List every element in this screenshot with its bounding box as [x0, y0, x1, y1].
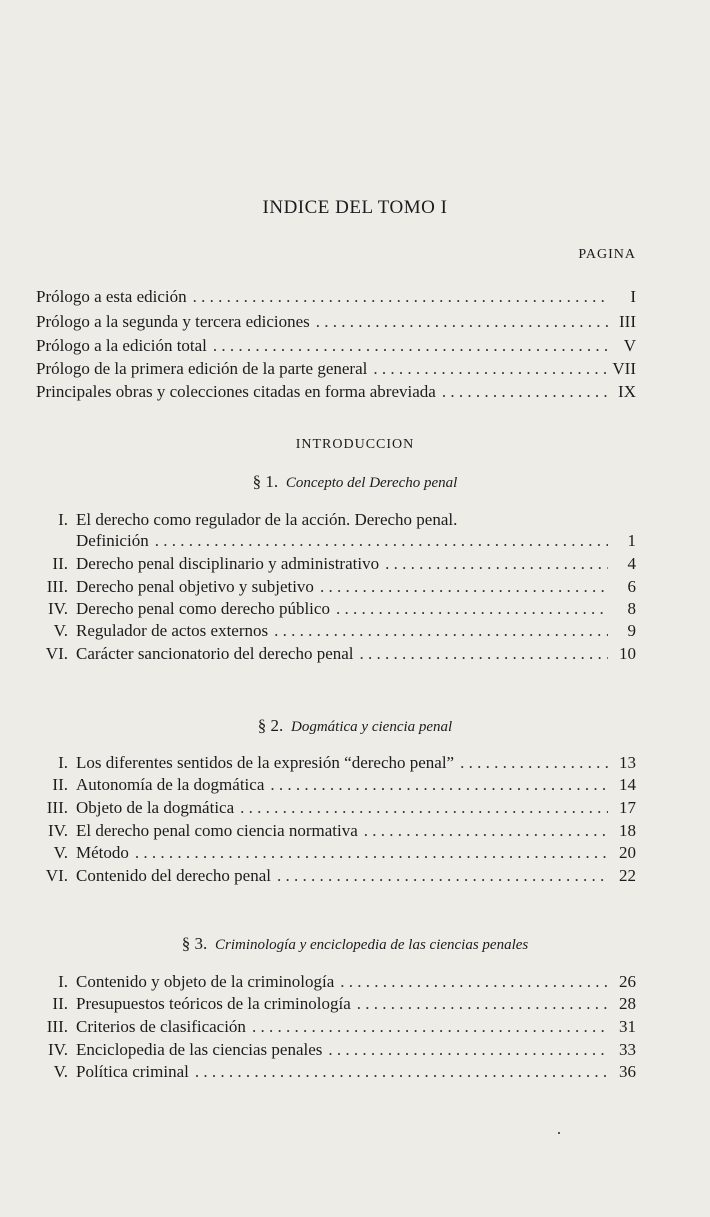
toc-entry-page: 33: [619, 1040, 636, 1059]
toc-entry: [30, 866, 636, 888]
toc-entry-label: Contenido del derecho penal: [76, 866, 271, 885]
section-symbol: § 3.: [181, 934, 208, 953]
toc-entry-number: V.: [53, 621, 68, 640]
toc-entry: [30, 554, 636, 576]
toc-entry-number: V.: [53, 1062, 68, 1081]
toc-entry-number: IV.: [48, 1040, 68, 1059]
dot-leader: [195, 1062, 608, 1082]
toc-entry: [30, 531, 636, 553]
toc-entry-label: Derecho penal como derecho público: [76, 599, 330, 618]
toc-entry-label: Derecho penal objetivo y subjetivo: [76, 577, 314, 596]
toc-entry-page: 26: [619, 972, 636, 991]
dot-leader: [360, 644, 608, 664]
toc-entry: [36, 382, 636, 404]
toc-entry: [30, 1040, 636, 1062]
dot-leader: [316, 312, 608, 332]
dot-leader: [274, 621, 608, 641]
toc-entry-number: II.: [52, 775, 68, 794]
intro-heading: INTRODUCCION: [295, 437, 415, 452]
toc-entry-label: Prólogo a esta edición: [36, 287, 187, 306]
toc-entry-page: I: [630, 287, 636, 306]
toc-entry: [30, 798, 636, 820]
toc-entry-page: 1: [627, 531, 636, 550]
toc-entry: [30, 644, 636, 666]
dot-leader: [357, 994, 608, 1014]
toc-entry-label: Definición: [76, 531, 149, 550]
dot-leader: [135, 843, 608, 863]
toc-entry-number: VI.: [45, 644, 68, 663]
toc-entry-label: Autonomía de la dogmática: [76, 775, 265, 794]
dot-leader: [193, 287, 608, 307]
toc-entry-page: 28: [619, 994, 636, 1013]
toc-entry: [30, 577, 636, 599]
toc-entry-number: II.: [52, 994, 68, 1013]
ink-speck: [558, 1132, 560, 1134]
toc-entry-number: I.: [58, 510, 68, 529]
toc-entry: [36, 312, 636, 334]
toc-entry-page: 20: [619, 843, 636, 862]
toc-entry-label: El derecho como regulador de la acción. Derecho penal.: [76, 510, 458, 529]
toc-entry-label: Regulador de actos externos: [76, 621, 269, 640]
toc-entry-number: I.: [58, 972, 68, 991]
toc-entry-label: Criterios de clasificación: [76, 1017, 246, 1036]
dot-leader: [373, 359, 606, 379]
toc-entry: [30, 821, 636, 843]
dot-leader: [340, 972, 608, 992]
toc-entry-page: 10: [619, 644, 636, 663]
toc-entry-page: VII: [612, 359, 636, 378]
toc-entry-page: 4: [627, 554, 636, 573]
toc-entry: [30, 599, 636, 621]
dot-leader: [252, 1017, 608, 1037]
dot-leader: [240, 798, 608, 818]
dot-leader: [385, 554, 608, 574]
toc-entry-label: Objeto de la dogmática: [76, 798, 235, 817]
toc-entry-page: 17: [619, 798, 636, 817]
toc-entry-number: III.: [46, 577, 68, 596]
dot-leader: [442, 382, 608, 402]
dot-leader: [155, 531, 608, 551]
toc-entry: [30, 1062, 636, 1084]
section-symbol: § 2.: [257, 716, 284, 735]
toc-entry: [30, 753, 636, 775]
dot-leader: [328, 1040, 608, 1060]
toc-entry: [30, 775, 636, 797]
toc-entry-page: 6: [627, 577, 636, 596]
toc-entry-number: III.: [46, 798, 68, 817]
toc-entry-label: Presupuestos teóricos de la criminología: [76, 994, 351, 1013]
toc-entry-number: I.: [58, 753, 68, 772]
dot-leader: [320, 577, 608, 597]
toc-entry: [30, 994, 636, 1016]
toc-entry-label: Contenido y objeto de la criminología: [76, 972, 335, 991]
section-heading: [0, 934, 710, 954]
toc-entry-number: VI.: [45, 866, 68, 885]
toc-entry: [30, 843, 636, 865]
toc-entry: [36, 336, 636, 358]
toc-entry-label: Prólogo a la segunda y tercera ediciones: [36, 312, 310, 331]
section-heading: [0, 716, 710, 736]
toc-entry-number: III.: [46, 1017, 68, 1036]
section-title: Concepto del Derecho penal: [285, 475, 458, 491]
toc-entry-label: El derecho penal como ciencia normativa: [76, 821, 358, 840]
toc-entry-page: 14: [619, 775, 636, 794]
toc-entry-label: Derecho penal disciplinario y administrativo: [76, 554, 380, 573]
dot-leader: [336, 599, 608, 619]
toc-entry-label: Política criminal: [76, 1062, 189, 1081]
toc-entry: [36, 287, 636, 309]
toc-entry-label: Enciclopedia de las ciencias penales: [76, 1040, 323, 1059]
toc-entry-number: V.: [53, 843, 68, 862]
dot-leader: [213, 336, 608, 356]
toc-entry-number: IV.: [48, 821, 68, 840]
toc-entry-label: Los diferentes sentidos de la expresión “derecho penal”: [76, 753, 455, 772]
toc-entry: [36, 359, 636, 381]
toc-entry-page: 18: [619, 821, 636, 840]
toc-entry: [30, 621, 636, 643]
page-column-label: PAGINA: [578, 247, 636, 262]
toc-entry-page: V: [623, 336, 636, 355]
toc-entry-number: IV.: [48, 599, 68, 618]
page-title: INDICE DEL TOMO I: [262, 197, 448, 218]
section-title: Criminología y enciclopedia de las ciencias penales: [214, 937, 529, 953]
toc-entry: [30, 510, 636, 532]
toc-entry-page: 8: [627, 599, 636, 618]
toc-entry-page: 36: [619, 1062, 636, 1081]
dot-leader: [364, 821, 608, 841]
section-heading: [0, 472, 710, 492]
toc-entry-page: III: [619, 312, 636, 331]
toc-entry-label: Principales obras y colecciones citadas en forma abreviada: [36, 382, 436, 401]
toc-entry-label: Carácter sancionatorio del derecho penal: [76, 644, 354, 663]
toc-entry-number: II.: [52, 554, 68, 573]
toc-entry-label: Método: [76, 843, 129, 862]
dot-leader: [270, 775, 608, 795]
toc-entry-page: 22: [619, 866, 636, 885]
section-title: Dogmática y ciencia penal: [291, 719, 453, 735]
dot-leader: [460, 753, 608, 773]
toc-entry-page: IX: [618, 382, 636, 401]
toc-entry: [30, 1017, 636, 1039]
toc-entry-page: 31: [619, 1017, 636, 1036]
section-symbol: § 1.: [252, 472, 279, 491]
dot-leader: [277, 866, 608, 886]
toc-entry-page: 13: [619, 753, 636, 772]
toc-entry-label: Prólogo de la primera edición de la parte general: [36, 359, 368, 378]
toc-entry-page: 9: [627, 621, 636, 640]
toc-entry-label: Prólogo a la edición total: [36, 336, 207, 355]
toc-entry: [30, 972, 636, 994]
